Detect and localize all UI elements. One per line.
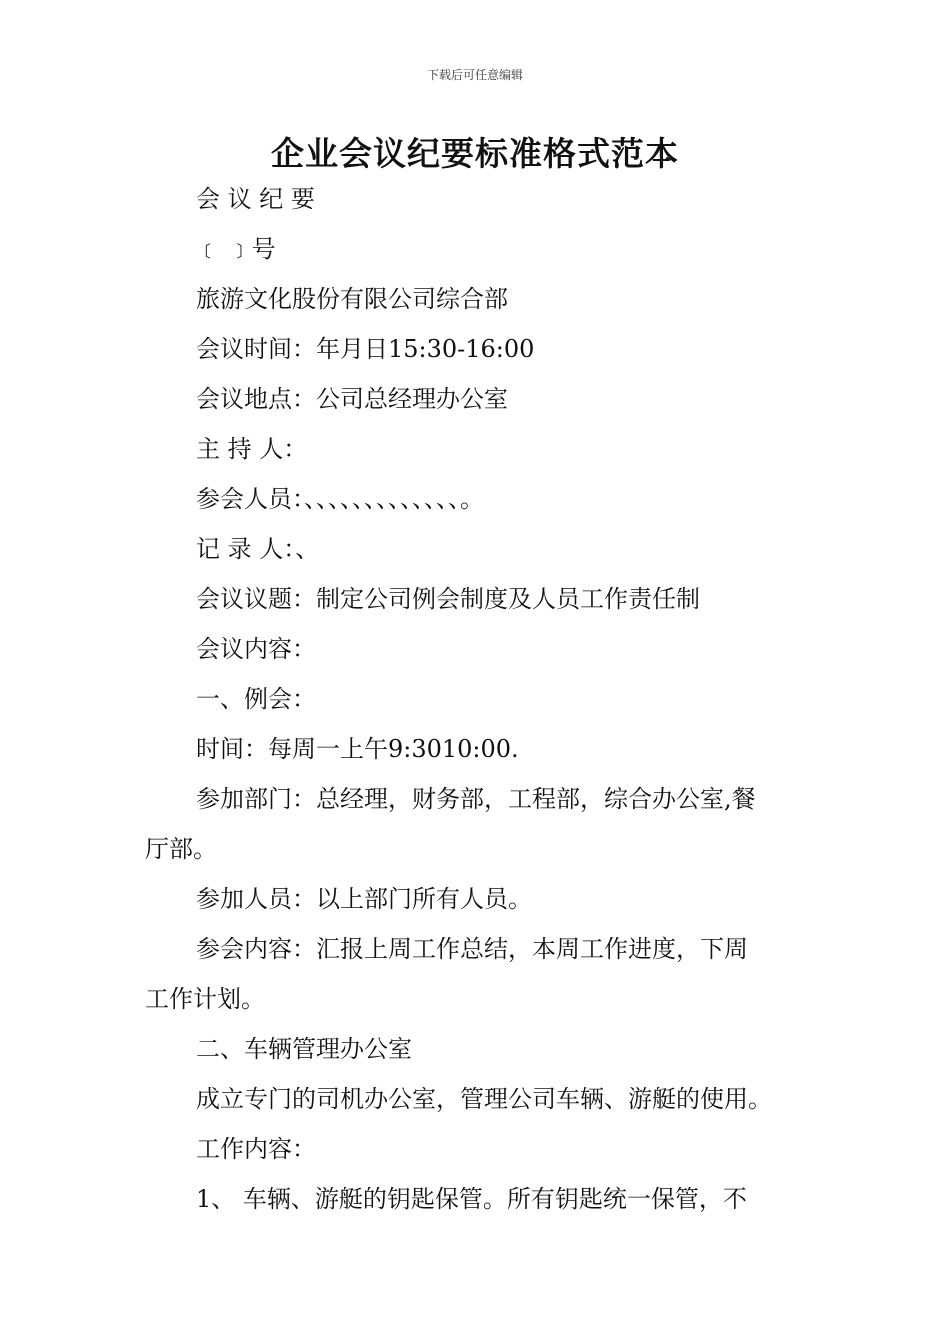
- meeting-agenda-content-continued: 工作计划。: [145, 985, 265, 1013]
- doc-number-line: ﹝ ﹞号: [196, 235, 276, 263]
- meeting-recorder: 记 录 人：、: [196, 535, 320, 563]
- doc-heading-huiyi-jiyao: 会 议 纪 要: [196, 185, 315, 213]
- section-one-heading: 一、例会：: [196, 685, 316, 713]
- meeting-content-heading: 会议内容：: [196, 635, 316, 663]
- participating-departments: 参加部门：总经理，财务部，工程部，综合办公室,餐: [196, 785, 756, 813]
- header-note: 下载后可任意编辑: [426, 68, 523, 82]
- meeting-attendees: 参会人员：、、、、、、、、、、、、、。: [196, 485, 484, 513]
- issuing-department: 旅游文化股份有限公司综合部: [196, 285, 508, 313]
- meeting-host: 主 持 人：: [196, 435, 308, 463]
- meeting-topic: 会议议题：制定公司例会制度及人员工作责任制: [196, 585, 700, 613]
- work-content-heading: 工作内容：: [196, 1135, 316, 1163]
- participants: 参加人员：以上部门所有人员。: [196, 885, 532, 913]
- regular-meeting-time: 时间：每周一上午9:3010:00.: [196, 735, 519, 763]
- meeting-location: 会议地点：公司总经理办公室: [196, 385, 508, 413]
- meeting-agenda-content: 参会内容：汇报上周工作总结，本周工作进度，下周: [196, 935, 748, 963]
- document-title: 企业会议纪要标准格式范本: [271, 134, 679, 173]
- driver-office-paragraph: 成立专门的司机办公室，管理公司车辆、游艇的使用。: [196, 1085, 772, 1113]
- section-two-heading: 二、车辆管理办公室: [196, 1035, 412, 1063]
- meeting-time: 会议时间：年月日15:30-16:00: [196, 335, 535, 363]
- participating-departments-continued: 厅部。: [145, 835, 217, 863]
- work-item-1: 1、 车辆、游艇的钥匙保管。所有钥匙统一保管，不: [196, 1185, 747, 1213]
